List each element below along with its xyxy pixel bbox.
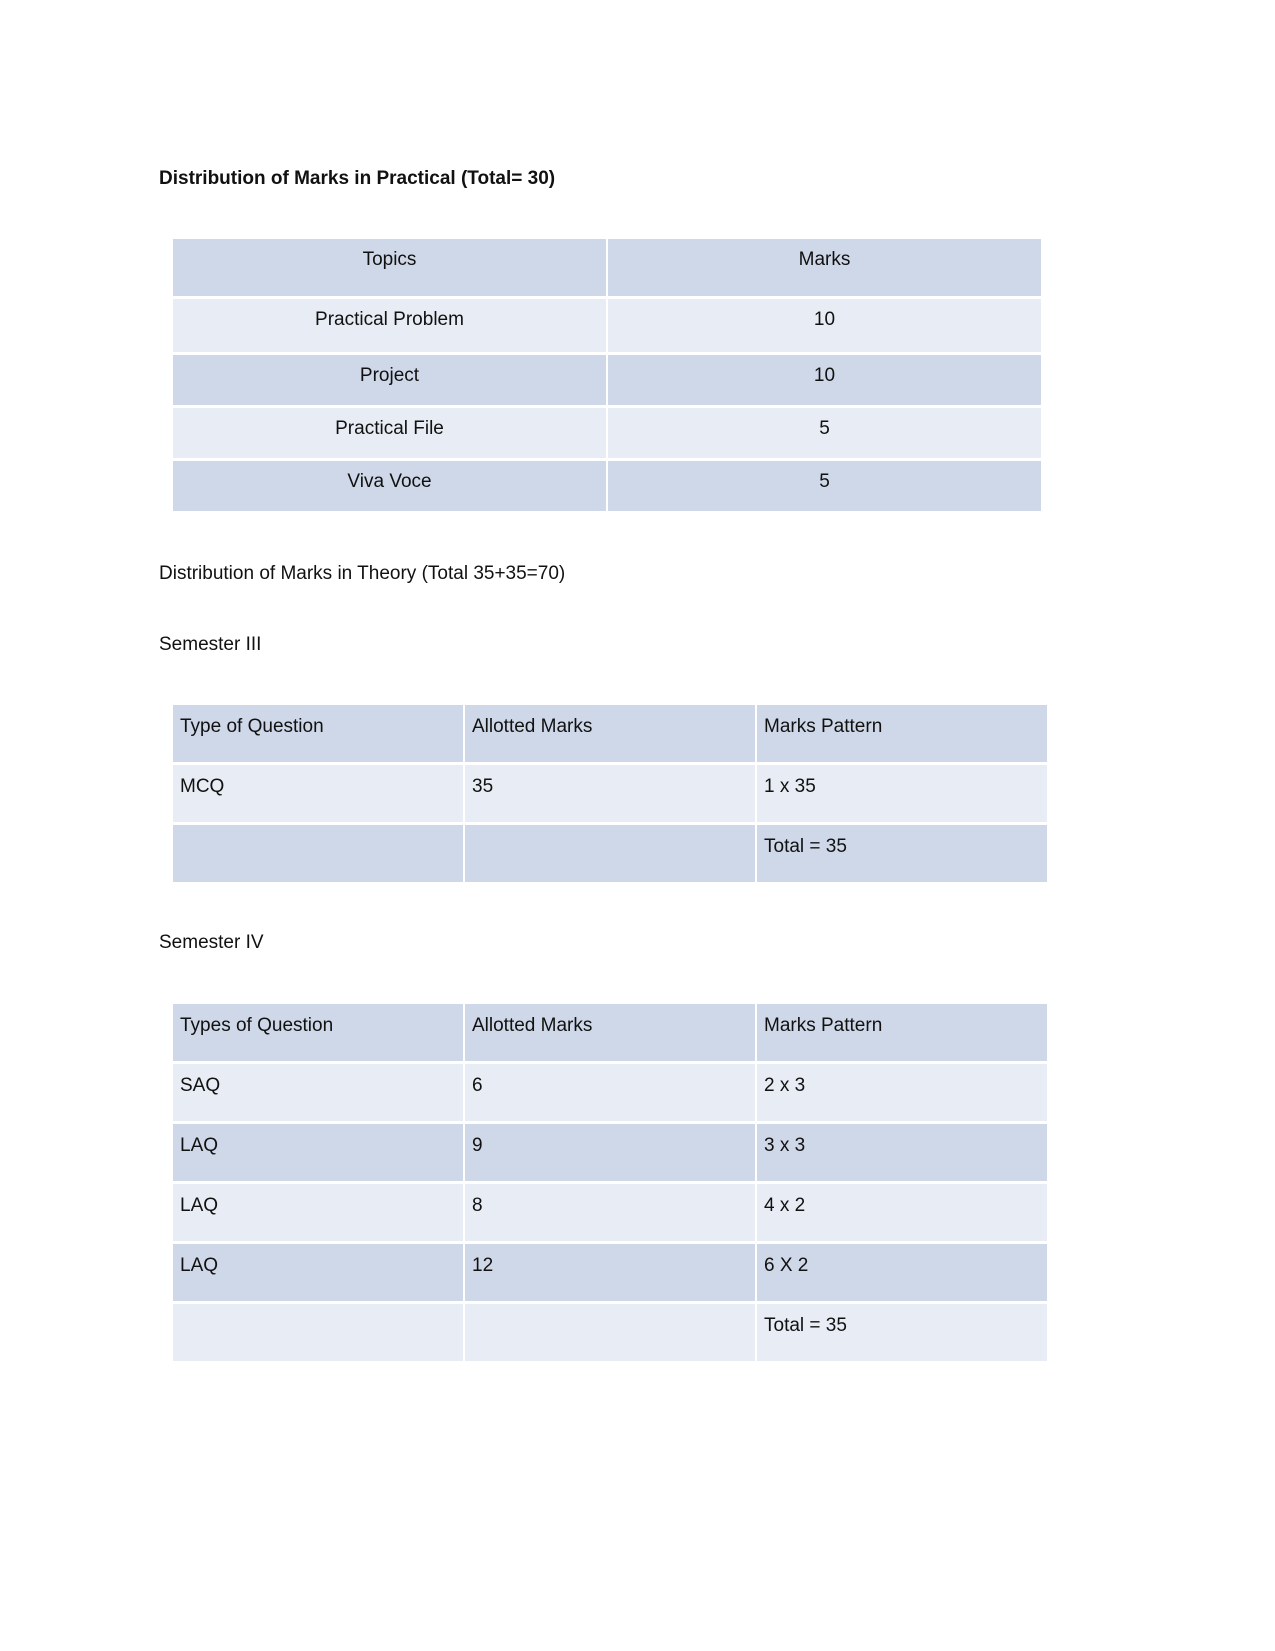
table-row — [173, 461, 1041, 511]
cell-allotted-marks — [465, 1304, 755, 1361]
column-header-type: Types of Question — [173, 1004, 463, 1061]
table-header-row — [173, 1004, 1047, 1061]
cell-type: SAQ — [173, 1064, 463, 1121]
practical-marks-table — [171, 236, 1043, 514]
cell-marks-pattern: 3 x 3 — [757, 1124, 1047, 1181]
cell-marks: 5 — [608, 408, 1041, 458]
cell-marks-pattern: 6 X 2 — [757, 1244, 1047, 1301]
cell-marks-pattern: Total = 35 — [757, 825, 1047, 882]
table-row — [173, 1064, 1047, 1121]
cell-allotted-marks: 6 — [465, 1064, 755, 1121]
semester-4-table — [171, 1001, 1049, 1364]
table-row — [173, 1184, 1047, 1241]
column-header-topics: Topics — [173, 239, 606, 296]
cell-type: LAQ — [173, 1124, 463, 1181]
cell-marks: 10 — [608, 299, 1041, 352]
table-row — [173, 1124, 1047, 1181]
semester-3-heading: Semester III — [159, 634, 262, 655]
cell-allotted-marks: 35 — [465, 765, 755, 822]
column-header-marks-pattern: Marks Pattern — [757, 1004, 1047, 1061]
cell-topic: Practical Problem — [173, 299, 606, 352]
cell-topic: Viva Voce — [173, 461, 606, 511]
table-header-row — [173, 705, 1047, 762]
table-row — [173, 765, 1047, 822]
semester-4-heading: Semester IV — [159, 932, 264, 953]
cell-type: MCQ — [173, 765, 463, 822]
cell-marks: 5 — [608, 461, 1041, 511]
table-row — [173, 355, 1041, 405]
cell-allotted-marks: 9 — [465, 1124, 755, 1181]
table-total-row — [173, 825, 1047, 882]
cell-type: LAQ — [173, 1184, 463, 1241]
cell-type: LAQ — [173, 1244, 463, 1301]
cell-topic: Project — [173, 355, 606, 405]
cell-topic: Practical File — [173, 408, 606, 458]
table-header-row — [173, 239, 1041, 296]
column-header-marks: Marks — [608, 239, 1041, 296]
semester-3-table — [171, 702, 1049, 885]
table-row — [173, 299, 1041, 352]
table-row — [173, 408, 1041, 458]
column-header-marks-pattern: Marks Pattern — [757, 705, 1047, 762]
cell-allotted-marks: 12 — [465, 1244, 755, 1301]
column-header-allotted-marks: Allotted Marks — [465, 705, 755, 762]
cell-marks: 10 — [608, 355, 1041, 405]
table-total-row — [173, 1304, 1047, 1361]
practical-heading: Distribution of Marks in Practical (Total= 30) — [159, 168, 556, 189]
cell-allotted-marks — [465, 825, 755, 882]
table-row — [173, 1244, 1047, 1301]
cell-allotted-marks: 8 — [465, 1184, 755, 1241]
cell-marks-pattern: Total = 35 — [757, 1304, 1047, 1361]
theory-heading: Distribution of Marks in Theory (Total 35+35=70) — [159, 563, 566, 584]
cell-marks-pattern: 1 x 35 — [757, 765, 1047, 822]
cell-type — [173, 1304, 463, 1361]
cell-marks-pattern: 4 x 2 — [757, 1184, 1047, 1241]
cell-type — [173, 825, 463, 882]
cell-marks-pattern: 2 x 3 — [757, 1064, 1047, 1121]
column-header-type: Type of Question — [173, 705, 463, 762]
column-header-allotted-marks: Allotted Marks — [465, 1004, 755, 1061]
